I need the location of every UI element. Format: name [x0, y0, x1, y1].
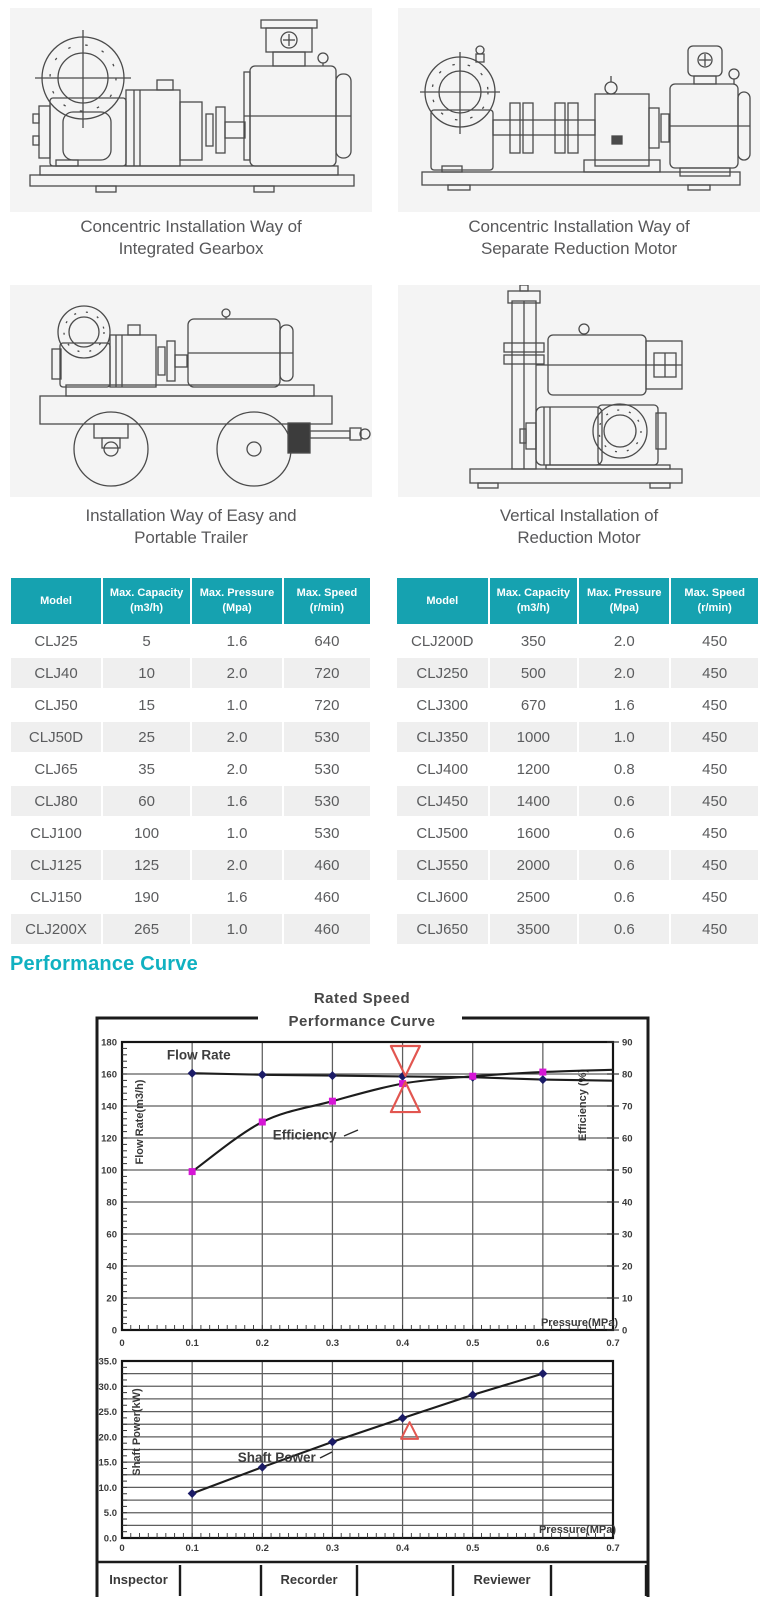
right-tick-label: 80: [622, 1069, 633, 1081]
chart-sheet-border: [97, 1018, 648, 1597]
y-tick-label: 100: [101, 1165, 117, 1177]
table-cell: 2.0: [192, 722, 282, 752]
data-point-square: [329, 1098, 336, 1105]
table-cell: 1400: [490, 786, 578, 816]
data-point-diamond: [258, 1070, 267, 1079]
y-tick-label: 40: [106, 1261, 117, 1273]
y-axis-label-left: Flow Rate(m3/h): [134, 1079, 146, 1165]
table-cell: 2.0: [192, 754, 282, 784]
table-cell: CLJ300: [397, 690, 488, 720]
data-point-square: [469, 1073, 476, 1080]
table-header-row: [397, 578, 758, 624]
vertical-reduction-motor-drawing: [398, 285, 760, 497]
figure-caption: [398, 216, 760, 259]
data-point-square: [189, 1168, 196, 1175]
table-cell: 265: [103, 914, 190, 944]
table-cell: 450: [671, 850, 758, 880]
table-cell: CLJ200X: [11, 914, 101, 944]
table-cell: 2.0: [579, 658, 669, 688]
table-cell: 2000: [490, 850, 578, 880]
x-tick-label: 0.2: [255, 1338, 269, 1349]
chart-title-line2: Performance Curve: [288, 1013, 436, 1030]
y-tick-label: 25.0: [98, 1407, 117, 1419]
caption-line: Portable Trailer: [134, 527, 248, 547]
table-cell: CLJ50: [11, 690, 101, 720]
table-cell: 2.0: [192, 850, 282, 880]
x-tick-label: 0.6: [536, 1338, 550, 1349]
x-tick-label: 0.3: [325, 1338, 340, 1349]
table-cell: 530: [284, 818, 370, 848]
table-row: [11, 818, 370, 848]
table-cell: CLJ40: [11, 658, 101, 688]
table-cell: 0.6: [579, 882, 669, 912]
table-row: [397, 850, 758, 880]
figure-panel-vertical-reduction-motor: [398, 285, 760, 497]
table-row: [397, 914, 758, 944]
separate-reduction-motor-drawing: [398, 8, 760, 212]
y-tick-label: 35.0: [98, 1356, 117, 1368]
chart-title-line1: Rated Speed: [313, 990, 411, 1007]
series-label-shaft-power: Shaft Power: [237, 1450, 316, 1466]
table-cell: 1.6: [192, 626, 282, 656]
caption-line: Installation Way of Easy and: [85, 506, 297, 525]
data-point-diamond: [188, 1489, 197, 1498]
portable-trailer-drawing: [10, 285, 372, 497]
caption-line: Separate Reduction Motor: [480, 238, 678, 258]
y-tick-label: 0.0: [103, 1533, 117, 1545]
table-cell: 0.6: [579, 818, 669, 848]
table-row: [397, 754, 758, 784]
table-cell: 1000: [490, 722, 578, 752]
table-cell: 25: [103, 722, 190, 752]
chart-area-0: [101, 1038, 632, 1350]
caption-line: Concentric Installation Way of: [468, 217, 690, 236]
data-point-diamond: [398, 1414, 407, 1423]
x-tick-label: 0: [119, 1543, 125, 1554]
table-cell: 530: [284, 786, 370, 816]
table-cell: 100: [103, 818, 190, 848]
table-row: [397, 722, 758, 752]
right-tick-label: 90: [622, 1037, 633, 1049]
right-tick-label: 0: [622, 1325, 628, 1337]
table-row: [11, 882, 370, 912]
data-point-square: [539, 1069, 546, 1076]
table-cell: 2.0: [192, 658, 282, 688]
table-cell: CLJ450: [397, 786, 488, 816]
table-cell: 1600: [490, 818, 578, 848]
table-cell: 0.6: [579, 914, 669, 944]
table-cell: 1.0: [192, 690, 282, 720]
table-row: [11, 786, 370, 816]
table-cell: 0.8: [579, 754, 669, 784]
table-cell: 1.0: [579, 722, 669, 752]
right-tick-label: 50: [622, 1165, 633, 1177]
table-cell: 460: [284, 914, 370, 944]
table-cell: 1.6: [192, 882, 282, 912]
y-tick-label: 0: [111, 1325, 117, 1337]
table-row: [397, 818, 758, 848]
table-cell: 190: [103, 882, 190, 912]
right-tick-label: 60: [622, 1133, 633, 1145]
table-cell: 1.0: [192, 818, 282, 848]
x-tick-label: 0.5: [466, 1543, 480, 1554]
column-header: Max. Capacity (m3/h): [490, 578, 578, 624]
table-cell: 530: [284, 722, 370, 752]
table-cell: CLJ250: [397, 658, 488, 688]
x-tick-label: 0.7: [606, 1543, 620, 1554]
data-point-square: [259, 1119, 266, 1126]
table-cell: 5: [103, 626, 190, 656]
footer-label-inspector: Inspector: [109, 1572, 168, 1587]
footer-label-recorder: Recorder: [280, 1572, 338, 1587]
table-cell: 450: [671, 914, 758, 944]
right-tick-label: 70: [622, 1101, 633, 1113]
y-tick-label: 20: [106, 1293, 117, 1305]
x-tick-label: 0.4: [395, 1338, 410, 1349]
column-header: Max. Pressure (Mpa): [579, 578, 669, 624]
data-point-diamond: [538, 1075, 547, 1084]
table-row: [11, 658, 370, 688]
y-tick-label: 120: [101, 1133, 117, 1145]
table-cell: CLJ150: [11, 882, 101, 912]
table-cell: CLJ65: [11, 754, 101, 784]
table-cell: 500: [490, 658, 578, 688]
caption-line: Vertical Installation of: [499, 506, 659, 525]
caption-line: Integrated Gearbox: [118, 238, 264, 258]
x-tick-label: 0.4: [395, 1543, 410, 1554]
data-point-diamond: [188, 1069, 197, 1078]
table-cell: 530: [284, 754, 370, 784]
table-cell: 1.0: [192, 914, 282, 944]
table-cell: 450: [671, 658, 758, 688]
table-header-row: [11, 578, 370, 624]
table-cell: CLJ350: [397, 722, 488, 752]
right-tick-label: 30: [622, 1229, 633, 1241]
table-row: [11, 754, 370, 784]
x-tick-label: 0.6: [536, 1543, 550, 1554]
figure-caption: [10, 505, 372, 548]
y-tick-label: 140: [101, 1101, 117, 1113]
caption-line: Concentric Installation Way of: [80, 217, 302, 236]
x-tick-label: 0: [119, 1338, 125, 1349]
table-cell: 15: [103, 690, 190, 720]
data-point-diamond: [468, 1390, 477, 1399]
column-header: Max. Capacity (m3/h): [103, 578, 190, 624]
table-cell: 350: [490, 626, 578, 656]
annotation-hourglass-top: [391, 1046, 420, 1076]
column-header: Max. Pressure (Mpa): [192, 578, 282, 624]
table-cell: 450: [671, 626, 758, 656]
column-header: Model: [397, 578, 488, 624]
y-axis-label-right: Efficiency (%): [577, 1068, 589, 1142]
figure-panel-separate-reduction-motor: [398, 8, 760, 212]
column-header: Max. Speed (r/min): [284, 578, 370, 624]
table-cell: CLJ400: [397, 754, 488, 784]
table-cell: CLJ80: [11, 786, 101, 816]
table-cell: 670: [490, 690, 578, 720]
table-cell: CLJ125: [11, 850, 101, 880]
table-cell: CLJ200D: [397, 626, 488, 656]
x-axis-label: Pressure(MPa): [540, 1317, 618, 1329]
table-cell: CLJ550: [397, 850, 488, 880]
y-tick-label: 30.0: [98, 1381, 117, 1393]
figure-caption: [398, 505, 760, 548]
table-row: [11, 690, 370, 720]
data-point-diamond: [538, 1369, 547, 1378]
table-cell: CLJ50D: [11, 722, 101, 752]
table-cell: CLJ650: [397, 914, 488, 944]
chart-area-1: [99, 1357, 620, 1555]
table-row: [397, 690, 758, 720]
table-cell: 720: [284, 690, 370, 720]
table-cell: 0.6: [579, 850, 669, 880]
table-cell: 450: [671, 722, 758, 752]
y-tick-label: 60: [106, 1229, 117, 1241]
table-cell: 0.6: [579, 786, 669, 816]
table-cell: 720: [284, 658, 370, 688]
table-row: [11, 626, 370, 656]
y-axis-label-left: Shaft Power(kW): [131, 1388, 143, 1476]
series-label-flow-rate: Flow Rate: [166, 1047, 231, 1063]
right-tick-label: 10: [622, 1293, 633, 1305]
table-cell: 460: [284, 882, 370, 912]
table-cell: 125: [103, 850, 190, 880]
series-label-efficiency: Efficiency: [272, 1127, 337, 1143]
table-row: [397, 626, 758, 656]
table-cell: 450: [671, 754, 758, 784]
y-tick-label: 10.0: [98, 1482, 117, 1494]
table-cell: 450: [671, 786, 758, 816]
table-row: [397, 786, 758, 816]
data-point-diamond: [328, 1071, 337, 1080]
table-cell: 1200: [490, 754, 578, 784]
table-cell: CLJ100: [11, 818, 101, 848]
caption-line: Reduction Motor: [517, 527, 641, 547]
y-tick-label: 80: [106, 1197, 117, 1209]
column-header: Max. Speed (r/min): [671, 578, 758, 624]
table-cell: 1.6: [192, 786, 282, 816]
x-tick-label: 0.3: [325, 1543, 340, 1554]
table-cell: CLJ25: [11, 626, 101, 656]
y-tick-label: 160: [101, 1069, 117, 1081]
y-tick-label: 15.0: [98, 1457, 117, 1469]
x-tick-label: 0.5: [466, 1338, 480, 1349]
footer-label-reviewer: Reviewer: [473, 1572, 531, 1587]
data-point-diamond: [328, 1437, 337, 1446]
table-cell: 1.6: [579, 690, 669, 720]
right-tick-label: 20: [622, 1261, 633, 1273]
x-tick-label: 0.1: [185, 1543, 199, 1554]
performance-curve-heading: Performance Curve: [10, 953, 198, 975]
performance-chart: [0, 955, 770, 1599]
table-row: [11, 722, 370, 752]
table-cell: 2500: [490, 882, 578, 912]
y-tick-label: 20.0: [98, 1432, 117, 1444]
table-cell: 60: [103, 786, 190, 816]
y-tick-label: 180: [101, 1037, 117, 1049]
table-cell: 450: [671, 690, 758, 720]
table-cell: CLJ500: [397, 818, 488, 848]
series-line-shaft-power: [192, 1374, 543, 1494]
table-cell: 2.0: [579, 626, 669, 656]
table-row: [11, 850, 370, 880]
x-tick-label: 0.7: [606, 1338, 620, 1349]
table-row: [11, 914, 370, 944]
x-tick-label: 0.1: [185, 1338, 199, 1349]
table-cell: CLJ600: [397, 882, 488, 912]
x-tick-label: 0.2: [255, 1543, 269, 1554]
figure-caption: [10, 216, 372, 259]
integrated-gearbox-drawing: [10, 8, 372, 212]
figure-panel-portable-trailer: [10, 285, 372, 497]
table-cell: 3500: [490, 914, 578, 944]
table-row: [397, 882, 758, 912]
table-cell: 640: [284, 626, 370, 656]
figure-panel-integrated-gearbox: [10, 8, 372, 212]
table-cell: 35: [103, 754, 190, 784]
column-header: Model: [11, 578, 101, 624]
y-tick-label: 5.0: [103, 1508, 117, 1520]
table-cell: 10: [103, 658, 190, 688]
table-cell: 450: [671, 818, 758, 848]
spec-table-right: [395, 576, 760, 946]
table-row: [397, 658, 758, 688]
table-cell: 460: [284, 850, 370, 880]
table-cell: 450: [671, 882, 758, 912]
plot-box: [122, 1042, 613, 1330]
right-tick-label: 40: [622, 1197, 633, 1209]
x-axis-label: Pressure(MPa): [538, 1524, 616, 1536]
spec-table-left: [9, 576, 372, 946]
